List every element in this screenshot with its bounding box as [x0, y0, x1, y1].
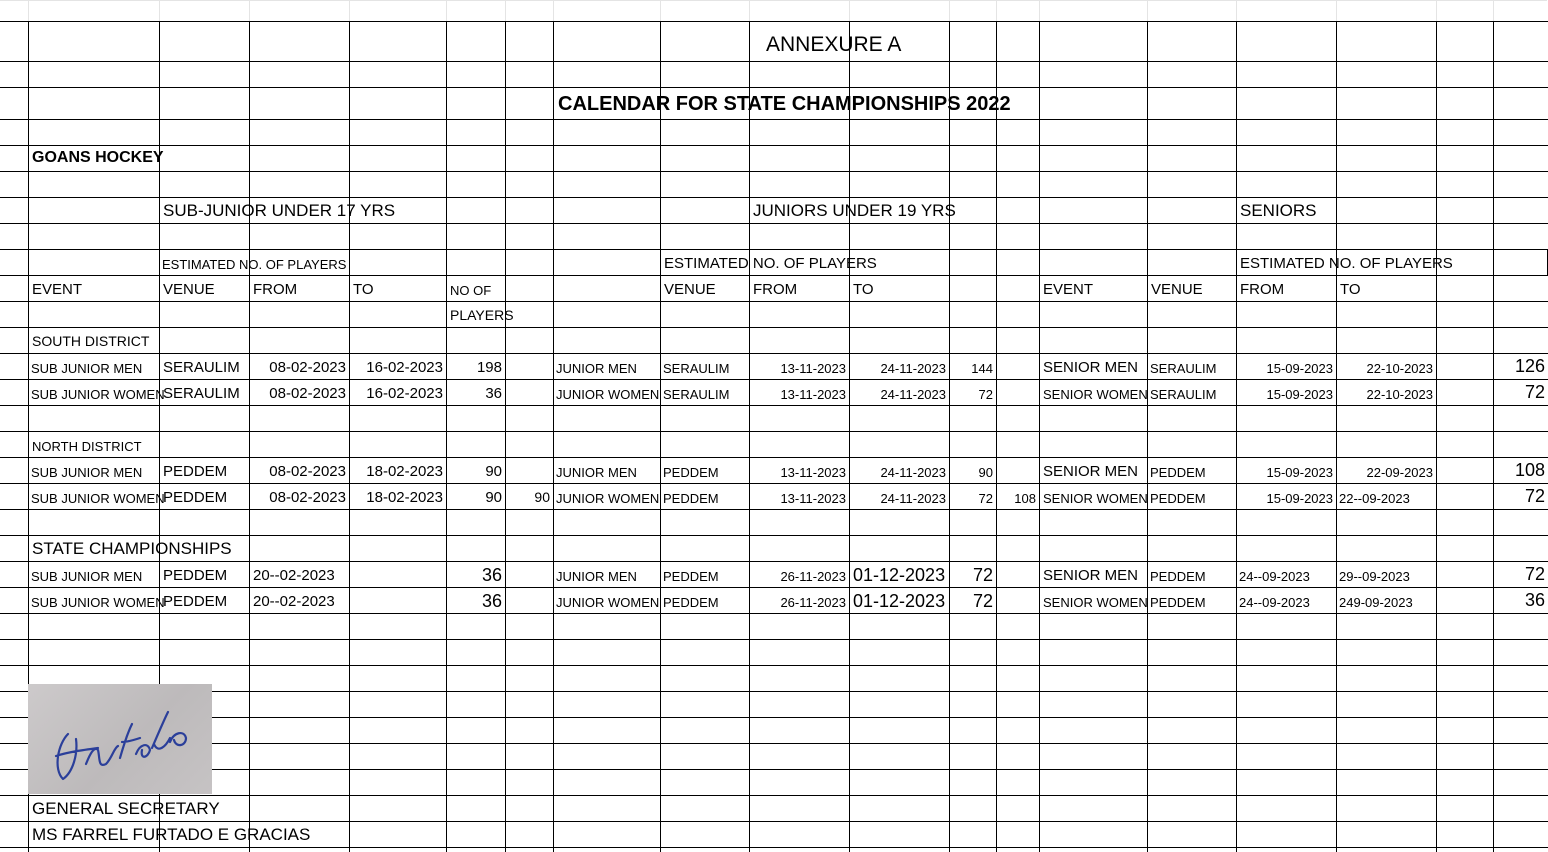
cell-to: 24-11-2023 — [880, 387, 946, 402]
cell-venue: PEDDEM — [1150, 595, 1206, 610]
cell-players: 36 — [481, 565, 502, 585]
cell-to: 18-02-2023 — [366, 463, 443, 480]
section-north-district: NORTH DISTRICT — [32, 439, 142, 454]
header-venue: VENUE — [163, 281, 215, 298]
cell-from: 13-11-2023 — [780, 491, 846, 506]
header-event: EVENT — [32, 281, 83, 298]
cell-event: SENIOR WOMEN — [1043, 491, 1148, 506]
signatory-name: MS FARREL FURTADO E GRACIAS — [32, 825, 311, 844]
cell-to: 249-09-2023 — [1339, 595, 1413, 610]
cell-venue: PEDDEM — [663, 569, 719, 584]
cell-event: SENIOR MEN — [1043, 567, 1139, 584]
header-venue: VENUE — [664, 281, 716, 298]
cell-venue: SERAULIM — [663, 361, 730, 376]
cell-venue: PEDDEM — [163, 567, 228, 584]
header-event: EVENT — [1043, 281, 1094, 298]
header-from: FROM — [753, 281, 798, 298]
cell-players: 72 — [1524, 564, 1545, 584]
cell-players: 126 — [1514, 356, 1545, 376]
cell-venue: SERAULIM — [663, 387, 730, 402]
cell-event: SUB JUNIOR WOMEN — [31, 595, 165, 610]
cell-players: 72 — [1524, 382, 1545, 402]
cell-from: 26-11-2023 — [780, 595, 846, 610]
cell-players: 108 — [1514, 460, 1545, 480]
cell-to: 22-10-2023 — [1366, 361, 1433, 376]
cell-to: 24-11-2023 — [880, 361, 946, 376]
header-from: FROM — [253, 281, 298, 298]
cell-event: JUNIOR WOMEN — [556, 595, 660, 610]
header-venue: VENUE — [1151, 281, 1203, 298]
cell-venue: PEDDEM — [663, 465, 719, 480]
cell-players: 36 — [1524, 590, 1545, 610]
cell-to: 16-02-2023 — [366, 359, 443, 376]
cell-from: 15-09-2023 — [1266, 465, 1333, 480]
cell-players: 72 — [972, 565, 993, 585]
category-senior: SENIORS — [1240, 201, 1317, 220]
cell-to: 22--09-2023 — [1339, 491, 1410, 506]
cell-players: 90 — [485, 463, 502, 480]
cell-players: 36 — [481, 591, 502, 611]
cell-event: JUNIOR MEN — [556, 465, 637, 480]
cell-players: 72 — [1524, 486, 1545, 506]
cell-to: 24-11-2023 — [880, 491, 946, 506]
cell-from: 26-11-2023 — [780, 569, 846, 584]
org-name: GOANS HOCKEY — [32, 149, 164, 166]
cell-venue: SERAULIM — [1150, 387, 1217, 402]
cell-to: 01-12-2023 — [853, 591, 946, 611]
cell-venue: PEDDEM — [163, 489, 228, 506]
header-to: TO — [353, 281, 374, 298]
cell-event: SENIOR WOMEN — [1043, 387, 1148, 402]
category-sub-junior: SUB-JUNIOR UNDER 17 YRS — [163, 201, 396, 220]
cell-venue: PEDDEM — [1150, 491, 1206, 506]
cell-from: 13-11-2023 — [780, 387, 846, 402]
cell-players: 36 — [485, 385, 502, 402]
cell-players: 72 — [978, 387, 993, 402]
cell-players: 198 — [476, 359, 502, 376]
cell-event: JUNIOR WOMEN — [556, 387, 660, 402]
cell-venue: PEDDEM — [663, 595, 719, 610]
cell-venue: PEDDEM — [163, 463, 228, 480]
cell-extra: 108 — [1014, 491, 1036, 506]
cell-players: 90 — [978, 465, 993, 480]
signatory-designation: GENERAL SECRETARY — [32, 799, 220, 818]
cell-to: 18-02-2023 — [366, 489, 443, 506]
signature-image — [28, 684, 212, 794]
cell-players: 72 — [972, 591, 993, 611]
header-to: TO — [853, 281, 874, 298]
cell-event: SENIOR MEN — [1043, 359, 1139, 376]
cell-players: 90 — [485, 489, 502, 506]
estimated-players-label: ESTIMATED NO. OF PLAYERS — [162, 257, 347, 272]
cell-from: 20--02-2023 — [253, 593, 335, 610]
cell-to: 29--09-2023 — [1339, 569, 1410, 584]
cell-from: 08-02-2023 — [269, 385, 346, 402]
annexure-label: ANNEXURE A — [766, 33, 902, 56]
cell-event: SUB JUNIOR MEN — [31, 569, 143, 584]
header-players: PLAYERS — [450, 307, 514, 323]
estimated-players-label: ESTIMATED NO. OF PLAYERS — [664, 255, 877, 272]
cell-event: SUB JUNIOR WOMEN — [31, 387, 165, 402]
cell-event: SENIOR MEN — [1043, 463, 1139, 480]
cell-to: 01-12-2023 — [853, 565, 946, 585]
cell-event: JUNIOR MEN — [556, 569, 637, 584]
cell-from: 08-02-2023 — [269, 359, 346, 376]
cell-from: 08-02-2023 — [269, 463, 346, 480]
cell-event: SENIOR WOMEN — [1043, 595, 1148, 610]
cell-from: 15-09-2023 — [1266, 491, 1333, 506]
cell-from: 08-02-2023 — [269, 489, 346, 506]
cell-extra: 90 — [534, 489, 550, 505]
cell-event: SUB JUNIOR WOMEN — [31, 491, 165, 506]
cell-from: 20--02-2023 — [253, 567, 335, 584]
category-junior: JUNIORS UNDER 19 YRS — [753, 201, 956, 220]
cell-venue: PEDDEM — [163, 593, 228, 610]
section-south-district: SOUTH DISTRICT — [32, 333, 150, 349]
cell-event: SUB JUNIOR MEN — [31, 361, 143, 376]
cell-venue: SERAULIM — [163, 385, 240, 402]
cell-venue: SERAULIM — [1150, 361, 1217, 376]
cell-venue: SERAULIM — [163, 359, 240, 376]
cell-venue: PEDDEM — [1150, 465, 1206, 480]
page-title: CALENDAR FOR STATE CHAMPIONSHIPS 2022 — [558, 93, 1011, 115]
cell-from: 15-09-2023 — [1266, 387, 1333, 402]
cell-to: 22-09-2023 — [1366, 465, 1433, 480]
cell-from: 24--09-2023 — [1239, 595, 1310, 610]
cell-from: 15-09-2023 — [1266, 361, 1333, 376]
cell-from: 13-11-2023 — [780, 361, 846, 376]
header-from: FROM — [1240, 281, 1285, 298]
cell-event: JUNIOR WOMEN — [556, 491, 660, 506]
cell-to: 24-11-2023 — [880, 465, 946, 480]
cell-event: SUB JUNIOR MEN — [31, 465, 143, 480]
cell-to: 22-10-2023 — [1366, 387, 1433, 402]
header-no-of: NO OF — [450, 283, 492, 298]
estimated-players-label: ESTIMATED NO. OF PLAYERS — [1240, 255, 1453, 272]
cell-from: 24--09-2023 — [1239, 569, 1310, 584]
cell-to: 16-02-2023 — [366, 385, 443, 402]
cell-players: 72 — [978, 491, 993, 506]
cell-venue: PEDDEM — [663, 491, 719, 506]
cell-players: 144 — [971, 361, 993, 376]
cell-event: JUNIOR MEN — [556, 361, 637, 376]
cell-venue: PEDDEM — [1150, 569, 1206, 584]
cell-from: 13-11-2023 — [780, 465, 846, 480]
header-to: TO — [1340, 281, 1361, 298]
signature-icon — [28, 684, 212, 794]
section-state-championships: STATE CHAMPIONSHIPS — [32, 539, 232, 558]
